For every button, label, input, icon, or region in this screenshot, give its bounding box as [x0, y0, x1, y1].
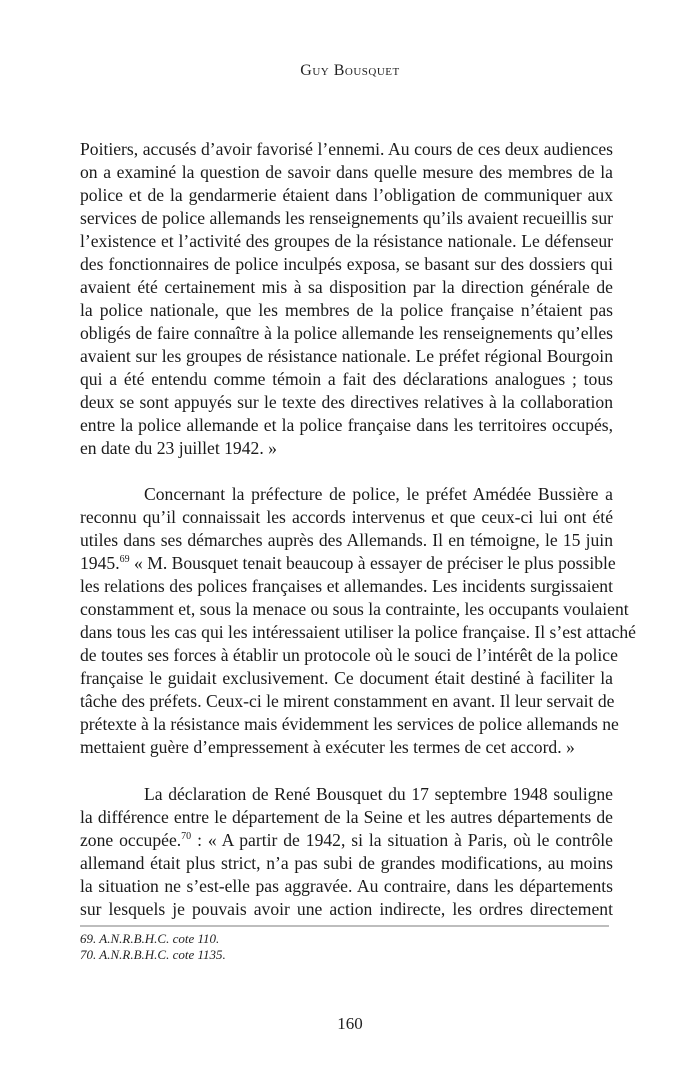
text-line: avaient sur les groupes de résistance nationale. Le préfet régional Bourgoin — [80, 346, 613, 366]
paragraph-2 — [80, 483, 636, 759]
text-line: en date du 23 juillet 1942. » — [80, 438, 277, 458]
paragraph-3 — [80, 783, 613, 921]
text-line: Poitiers, accusés d’avoir favorisé l’ennemi. Au cours de ces deux audiences — [80, 139, 613, 159]
text-line: avaient été certainement mis à sa disposition par la direction générale de — [80, 277, 613, 297]
text-fragment: zone occupée. — [80, 830, 182, 850]
footnote-69: 69. A.N.R.B.H.C. cote 110. — [80, 931, 220, 946]
page-number: 160 — [337, 1014, 363, 1033]
text-line: allemand était plus strict, n’a pas subi de grandes modifications, au moins — [80, 853, 613, 873]
text-line: tâche des préfets. Ceux-ci le mirent constamment en avant. Il leur servait de — [80, 691, 615, 711]
text-line: deux se sont appuyés sur le texte des directives relatives à la collaboration — [80, 392, 613, 412]
footnote-divider — [80, 925, 609, 927]
text-line: des fonctionnaires de police inculpés exposa, se basant sur des dossiers qui — [80, 254, 613, 274]
text-line: de toutes ses forces à établir un protocole où le souci de l’intérêt de la police — [80, 645, 618, 665]
text-line: la situation ne s’est-elle pas aggravée. Au contraire, dans les départements — [80, 876, 613, 896]
text-line: la police nationale, que les membres de la police française n’étaient pas — [80, 300, 613, 320]
text-line: Concernant la préfecture de police, le préfet Amédée Bussière a — [144, 484, 613, 504]
text-line: utiles dans ses démarches auprès des Allemands. Il en témoigne, le 15 juin — [80, 530, 613, 550]
footnote-ref-69[interactable]: 69 — [119, 554, 130, 565]
text-line: la différence entre le département de la Seine et les autres départements de — [80, 807, 613, 827]
text-line: obligés de faire connaître à la police allemande les renseignements qu’elles — [80, 323, 613, 343]
text-line: entre la police allemande et la police française dans les territoires occupés, — [80, 415, 613, 435]
text-line: les relations des polices françaises et allemandes. Les incidents surgissaient — [80, 576, 613, 596]
text-line: l’existence et l’activité des groupes de la résistance nationale. Le défenseur — [80, 231, 613, 251]
text-line: police et de la gendarmerie étaient dans l’obligation de communiquer aux — [80, 185, 613, 205]
text-line — [80, 829, 613, 852]
text-line — [80, 552, 616, 575]
paragraph-1 — [80, 138, 613, 460]
text-line: La déclaration de René Bousquet du 17 septembre 1948 souligne — [144, 784, 613, 804]
text-line: dans tous les cas qui les intéressaient utiliser la police française. Il s’est attaché — [80, 622, 636, 642]
text-line: constamment et, sous la menace ou sous la contrainte, les occupants voulaient — [80, 599, 629, 619]
footnote-70: 70. A.N.R.B.H.C. cote 1135. — [80, 947, 226, 962]
footnotes — [80, 931, 610, 963]
text-fragment: « M. Bousquet tenait beaucoup à essayer de préciser le plus possible — [134, 553, 616, 573]
text-line: services de police allemands les renseignements qu’ils avaient recueillis sur — [80, 208, 614, 228]
text-line: on a examiné la question de savoir dans quelle mesure des membres de la — [80, 162, 613, 182]
text-line: française le guidait exclusivement. Ce document était destiné à faciliter la — [80, 668, 613, 688]
text-line: mettaient guère d’empressement à exécuter les termes de cet accord. » — [80, 737, 575, 757]
text-fragment: 1945. — [80, 553, 120, 573]
text-line: sur lesquels je pouvais avoir une action indirecte, les ordres directement — [80, 899, 613, 919]
text-line: qui a été entendu comme témoin a fait des déclarations analogues ; tous — [80, 369, 613, 389]
footnote-ref-70[interactable]: 70 — [181, 831, 192, 842]
text-line: reconnu qu’il connaissait les accords intervenus et que ceux-ci lui ont été — [80, 507, 613, 527]
text-fragment: : « A partir de 1942, si la situation à Paris, où le contrôle — [191, 830, 613, 850]
text-line: prétexte à la résistance mais évidemment les services de police allemands ne — [80, 714, 619, 734]
running-head: Guy Bousquet — [300, 62, 400, 79]
